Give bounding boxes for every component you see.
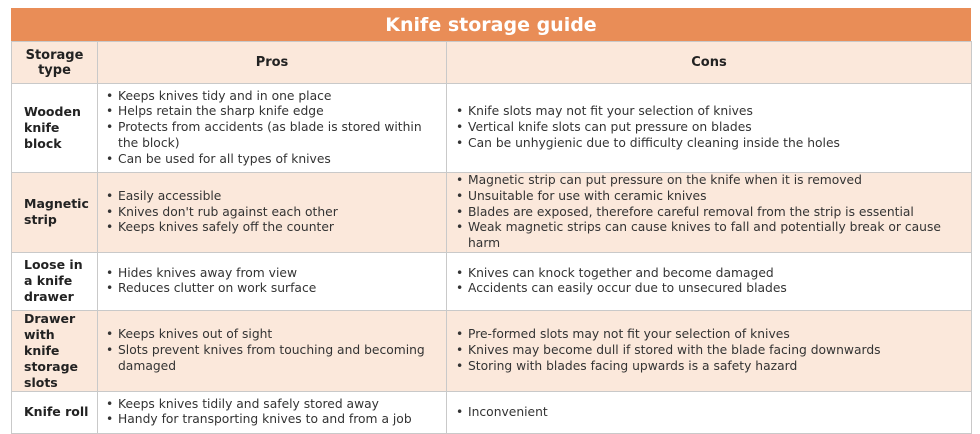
pros-item: • Easily accessible [103, 189, 442, 205]
pros-item: • Handy for transporting knives to and from a job [103, 412, 442, 428]
header-row [12, 42, 972, 84]
pros-item: • Knives don't rub against each other [103, 205, 442, 221]
pros-list [103, 89, 442, 168]
storage-type-cell: Wooden knife block [12, 84, 98, 173]
storage-type-cell: Magnetic strip [12, 173, 98, 253]
cons-item: • Storing with blades facing upwards is a safety hazard [453, 359, 967, 375]
cons-item: • Unsuitable for use with ceramic knives [453, 189, 967, 205]
table-row [12, 252, 972, 310]
pros-item: • Protects from accidents (as blade is stored within the block) [103, 120, 442, 152]
pros-item: • Slots prevent knives from touching and becoming damaged [103, 343, 442, 375]
knife-storage-table [11, 41, 972, 434]
table-title: Knife storage guide [11, 8, 971, 41]
cons-item: • Knives may become dull if stored with the blade facing downwards [453, 343, 967, 359]
cons-list [453, 173, 967, 252]
pros-cell [98, 391, 447, 433]
cons-cell [447, 252, 972, 310]
table-row [12, 84, 972, 173]
pros-list [103, 327, 442, 374]
header-pros: Pros [98, 42, 447, 84]
knife-storage-guide [11, 8, 971, 434]
cons-item: • Weak magnetic strips can cause knives to fall and potentially break or cause harm [453, 220, 967, 252]
cons-item: • Can be unhygienic due to difficulty cleaning inside the holes [453, 136, 967, 152]
storage-type-cell: Drawer with knife storage slots [12, 310, 98, 391]
pros-list [103, 266, 442, 298]
cons-item: • Knife slots may not fit your selection of knives [453, 104, 967, 120]
pros-cell [98, 252, 447, 310]
pros-item: • Can be used for all types of knives [103, 152, 442, 168]
cons-cell [447, 84, 972, 173]
cons-cell [447, 310, 972, 391]
pros-item: • Keeps knives out of sight [103, 327, 442, 343]
pros-cell [98, 173, 447, 253]
cons-item: • Magnetic strip can put pressure on the knife when it is removed [453, 173, 967, 189]
storage-type-cell: Loose in a knife drawer [12, 252, 98, 310]
table-row [12, 173, 972, 253]
pros-item: • Keeps knives safely off the counter [103, 220, 442, 236]
cons-item: • Accidents can easily occur due to unsecured blades [453, 281, 967, 297]
cons-item: • Inconvenient [453, 405, 967, 421]
cons-item: • Pre-formed slots may not fit your selection of knives [453, 327, 967, 343]
cons-item: • Vertical knife slots can put pressure on blades [453, 120, 967, 136]
cons-list [453, 327, 967, 374]
cons-item: • Blades are exposed, therefore careful removal from the strip is essential [453, 205, 967, 221]
pros-cell [98, 310, 447, 391]
pros-list [103, 397, 442, 429]
cons-list [453, 266, 967, 298]
pros-item: • Keeps knives tidily and safely stored away [103, 397, 442, 413]
cons-item: • Knives can knock together and become damaged [453, 266, 967, 282]
cons-cell [447, 391, 972, 433]
pros-item: • Hides knives away from view [103, 266, 442, 282]
cons-list [453, 104, 967, 151]
table-row [12, 391, 972, 433]
storage-type-cell: Knife roll [12, 391, 98, 433]
pros-list [103, 189, 442, 236]
pros-cell [98, 84, 447, 173]
header-cons: Cons [447, 42, 972, 84]
header-storage-type: Storage type [12, 42, 98, 84]
pros-item: • Keeps knives tidy and in one place [103, 89, 442, 105]
pros-item: • Reduces clutter on work surface [103, 281, 442, 297]
cons-cell [447, 173, 972, 253]
cons-list [453, 405, 967, 421]
table-row [12, 310, 972, 391]
pros-item: • Helps retain the sharp knife edge [103, 104, 442, 120]
